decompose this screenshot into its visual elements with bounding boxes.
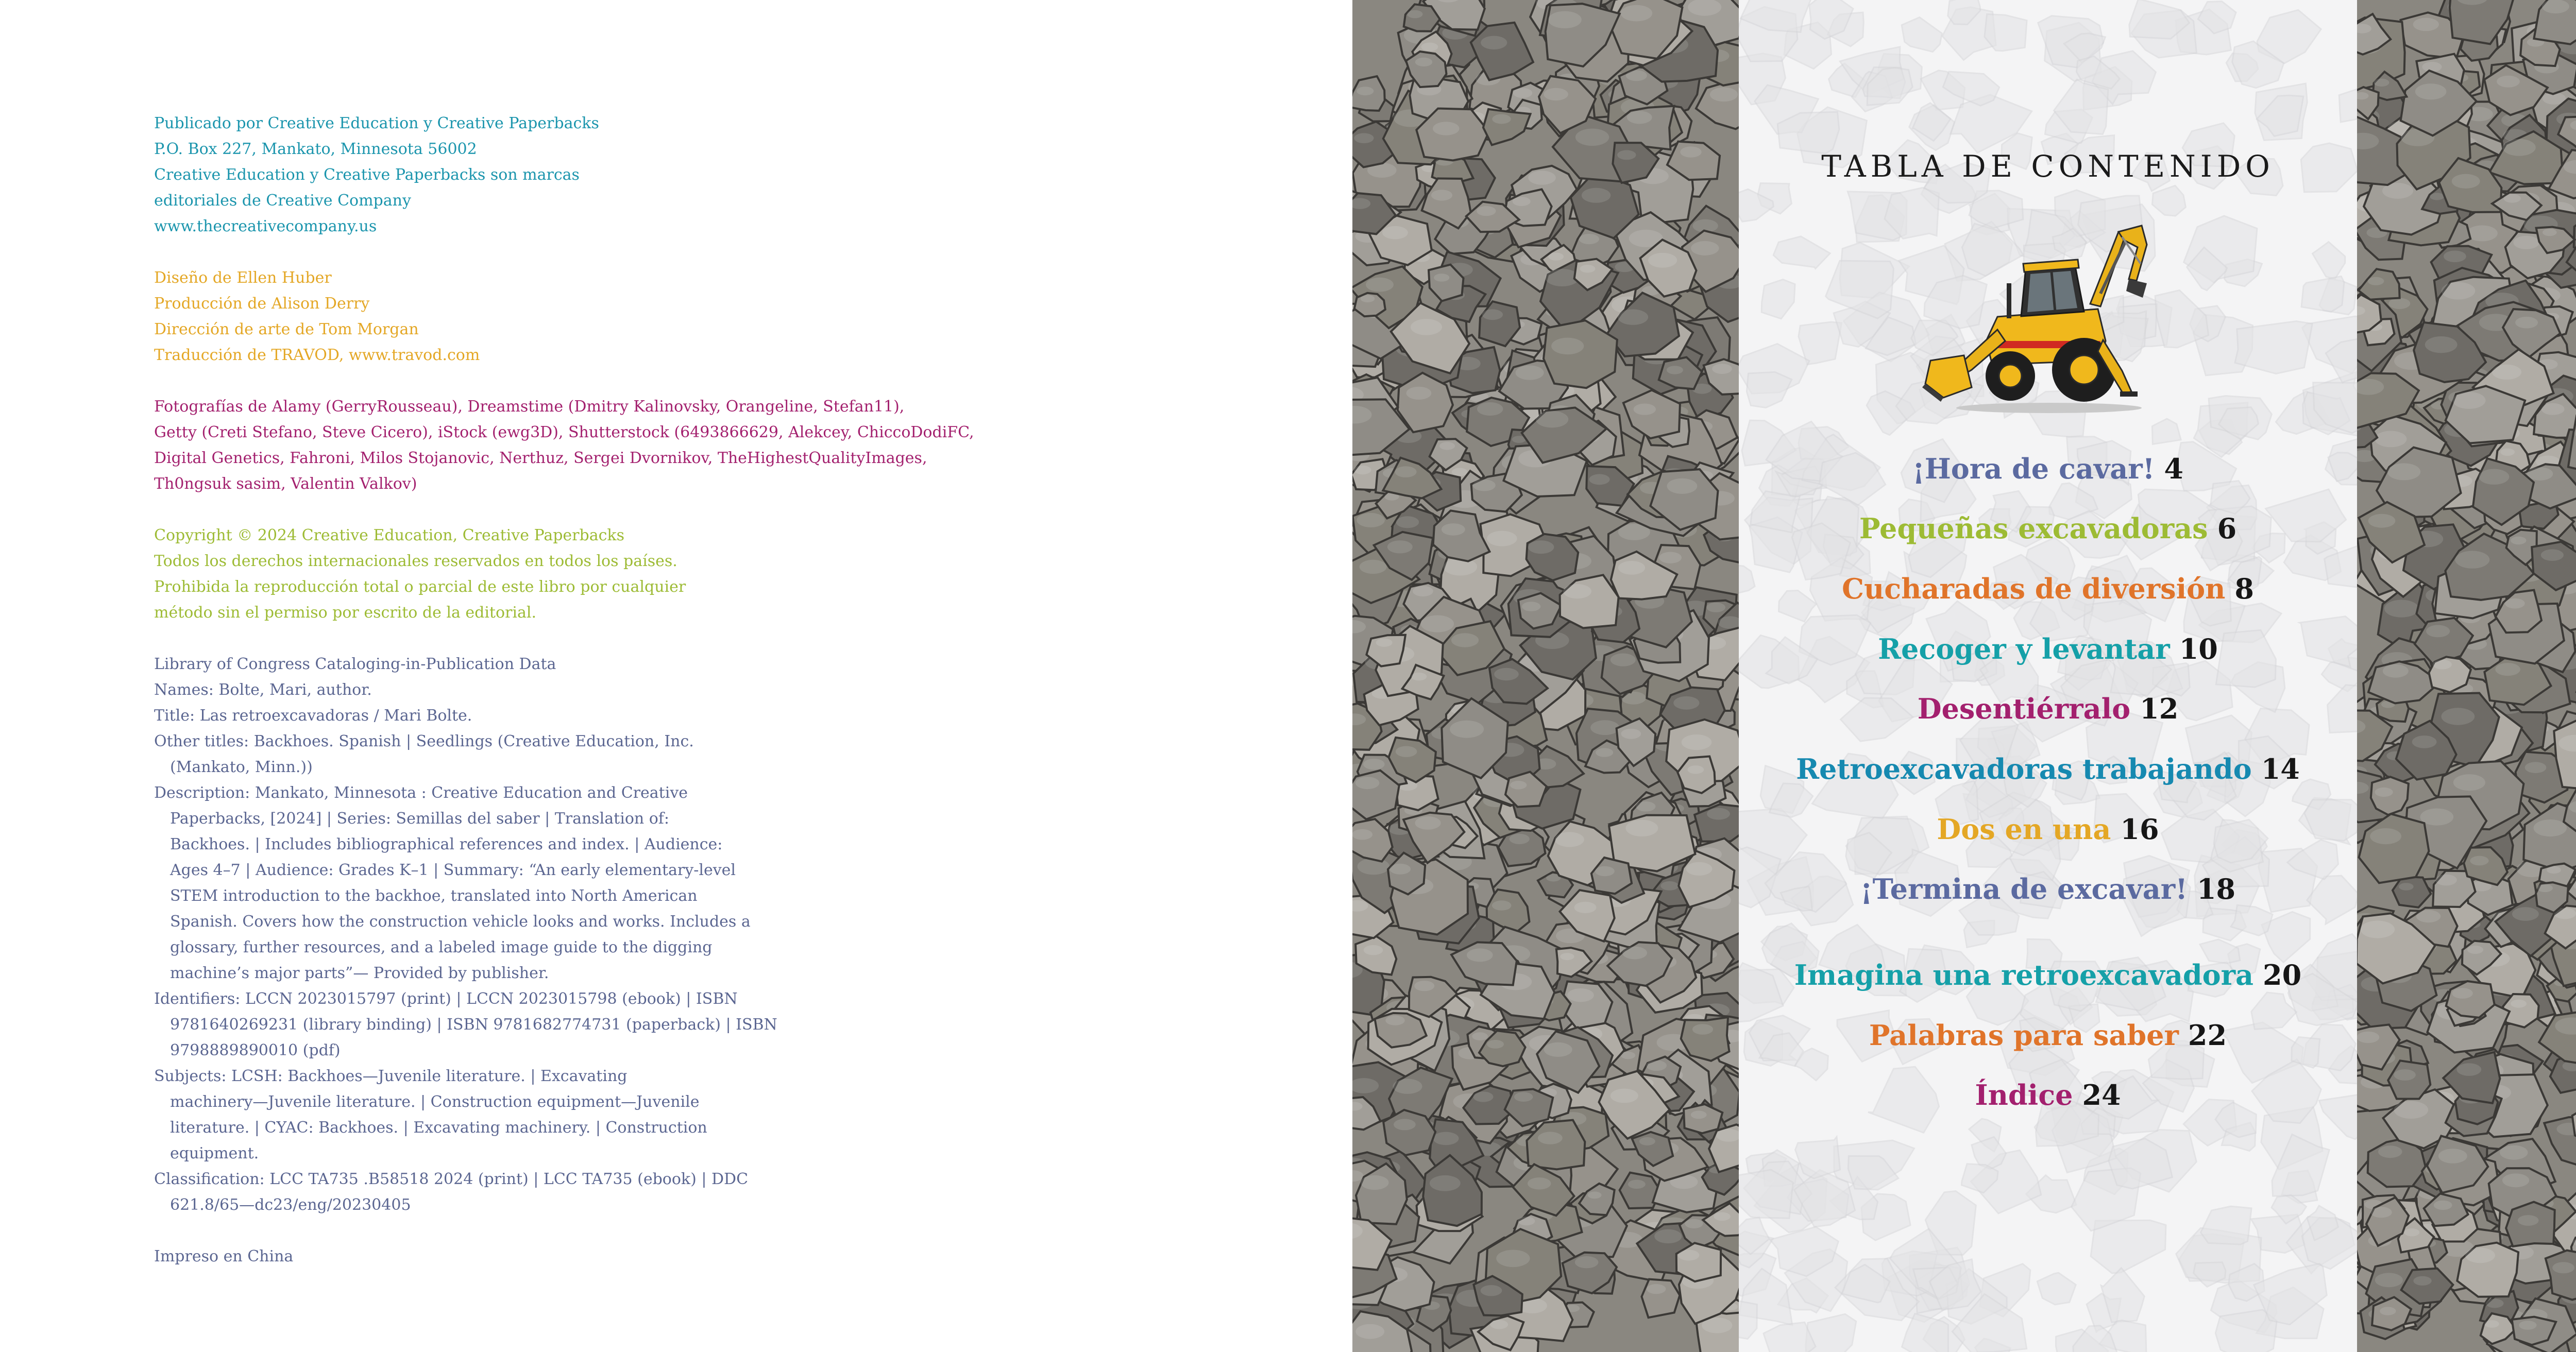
production-credits: [154, 265, 480, 368]
toc-chapter-title: ¡Hora de cavar!: [1912, 452, 2155, 485]
toc-entry[interactable]: [1739, 1077, 2357, 1114]
cip-line: Description: Mankato, Minnesota : Creative Education and Creative: [154, 784, 688, 802]
toc-chapter-title: Cucharadas de diversión: [1842, 572, 2226, 605]
cip-line: Library of Congress Cataloging-in-Publication Data: [154, 655, 556, 673]
cip-line: 621.8/65—dc23/eng/20230405: [170, 1196, 411, 1214]
cip-line: Subjects: LCSH: Backhoes—Juvenile literature. | Excavating: [154, 1067, 628, 1085]
toc-page-number: 22: [2188, 1019, 2227, 1052]
photo-credits: [154, 394, 974, 497]
publisher-line: www.thecreativecompany.us: [154, 217, 377, 235]
toc-chapter-title: Dos en una: [1937, 813, 2111, 846]
credit-line: Traducción de TRAVOD, www.travod.com: [154, 346, 480, 364]
toc-panel: [1739, 0, 2357, 1352]
toc-entry[interactable]: [1739, 571, 2357, 607]
cip-line: Title: Las retroexcavadoras / Mari Bolte.: [154, 707, 472, 725]
cip-line: Backhoes. | Includes bibliographical references and index. | Audience:: [170, 835, 723, 853]
cip-line: Other titles: Backhoes. Spanish | Seedlings (Creative Education, Inc.: [154, 732, 694, 750]
toc-entry[interactable]: [1739, 957, 2357, 994]
rights-line: Todos los derechos internacionales reservados en todos los países.: [154, 552, 677, 570]
toc-page-number: 24: [2082, 1079, 2121, 1111]
cip-line: Identifiers: LCCN 2023015797 (print) | LCCN 2023015798 (ebook) | ISBN: [154, 990, 738, 1008]
printed-in-line: Impreso en China: [154, 1247, 294, 1265]
publisher-line: Publicado por Creative Education y Creative Paperbacks: [154, 114, 599, 132]
toc-page-number: 4: [2164, 452, 2183, 485]
cataloging-data: [154, 652, 777, 1218]
toc-chapter-title: Desentiérralo: [1917, 692, 2131, 725]
publisher-line: P.O. Box 227, Mankato, Minnesota 56002: [154, 140, 477, 158]
publisher-line: editoriales de Creative Company: [154, 192, 411, 210]
toc-page-number: 14: [2261, 752, 2300, 785]
cip-line: glossary, further resources, and a labeled image guide to the digging: [170, 938, 713, 956]
cip-line: (Mankato, Minn.)): [170, 758, 313, 776]
toc-entry[interactable]: [1739, 451, 2357, 487]
cip-line: 9798889890010 (pdf): [170, 1041, 341, 1059]
photo-credit-line: Digital Genetics, Fahroni, Milos Stojanovic, Nerthuz, Sergei Dvornikov, TheHighestQualityImages,: [154, 449, 927, 467]
credit-line: Producción de Alison Derry: [154, 295, 370, 313]
toc-entry[interactable]: [1739, 1017, 2357, 1054]
credit-line: Dirección de arte de Tom Morgan: [154, 320, 419, 338]
cip-line: Classification: LCC TA735 .B58518 2024 (print) | LCC TA735 (ebook) | DDC: [154, 1170, 749, 1188]
cip-line: Spanish. Covers how the construction vehicle looks and works. Includes a: [170, 913, 751, 931]
toc-page-number: 18: [2196, 872, 2236, 905]
cip-line: machinery—Juvenile literature. | Construction equipment—Juvenile: [170, 1093, 700, 1111]
rights-line: Copyright © 2024 Creative Education, Creative Paperbacks: [154, 526, 624, 544]
toc-chapter-title: ¡Termina de excavar!: [1860, 872, 2188, 905]
toc-chapter-title: Índice: [1975, 1079, 2073, 1111]
photo-credit-line: Th0ngsuk sasim, Valentin Valkov): [154, 475, 417, 493]
toc-chapter-title: Imagina una retroexcavadora: [1794, 959, 2254, 991]
cip-line: machine’s major parts”— Provided by publisher.: [170, 964, 549, 982]
publisher-line: Creative Education y Creative Paperbacks son marcas: [154, 166, 580, 184]
photo-credit-line: Getty (Creti Stefano, Steve Cicero), iStock (ewg3D), Shutterstock (6493866629, Alekcey, ChiccoDodiFC,: [154, 423, 974, 441]
backhoe-loader-icon: [1920, 206, 2167, 422]
panel-texture: [1739, 0, 2357, 1352]
toc-page-number: 12: [2140, 692, 2179, 725]
cip-line: Ages 4–7 | Audience: Grades K–1 | Summary: “An early elementary-level: [170, 861, 736, 879]
cip-line: 9781640269231 (library binding) | ISBN 9781682774731 (paperback) | ISBN: [170, 1016, 777, 1034]
toc-entry[interactable]: [1739, 510, 2357, 547]
cip-line: equipment.: [170, 1144, 259, 1162]
toc-page-number: 20: [2263, 959, 2302, 991]
toc-title: TABLA DE CONTENIDO: [1821, 149, 2275, 184]
publisher-info: [154, 111, 599, 239]
toc-chapter-title: Recoger y levantar: [1878, 632, 2170, 665]
toc-entry[interactable]: [1739, 751, 2357, 788]
cip-line: Names: Bolte, Mari, author.: [154, 681, 372, 699]
cip-line: STEM introduction to the backhoe, translated into North American: [170, 887, 698, 905]
toc-chapter-title: Pequeñas excavadoras: [1859, 512, 2208, 545]
toc-page-number: 8: [2234, 572, 2254, 605]
table-of-contents-page: [1352, 0, 2576, 1352]
toc-page-number: 6: [2217, 512, 2237, 545]
copyright-notice: [154, 523, 686, 626]
gravel-photo-right: [2357, 0, 2576, 1352]
rights-line: Prohibida la reproducción total o parcial de este libro por cualquier: [154, 578, 686, 596]
rights-line: método sin el permiso por escrito de la editorial.: [154, 604, 537, 622]
toc-chapter-title: Retroexcavadoras trabajando: [1796, 752, 2252, 785]
gravel-photo-left: [1352, 0, 1739, 1352]
cip-line: Paperbacks, [2024] | Series: Semillas del saber | Translation of:: [170, 810, 670, 828]
toc-entry[interactable]: [1739, 631, 2357, 668]
photo-credit-line: Fotografías de Alamy (GerryRousseau), Dreamstime (Dmitry Kalinovsky, Orangeline, Stefan11),: [154, 398, 905, 416]
cip-line: literature. | CYAC: Backhoes. | Excavating machinery. | Construction: [170, 1119, 707, 1137]
toc-entry[interactable]: [1739, 811, 2357, 848]
toc-entry[interactable]: [1739, 691, 2357, 727]
toc-page-number: 16: [2120, 813, 2159, 846]
toc-chapter-title: Palabras para saber: [1869, 1019, 2179, 1052]
toc-entry[interactable]: [1739, 871, 2357, 908]
toc-page-number: 10: [2179, 632, 2218, 665]
credit-line: Diseño de Ellen Huber: [154, 269, 332, 287]
